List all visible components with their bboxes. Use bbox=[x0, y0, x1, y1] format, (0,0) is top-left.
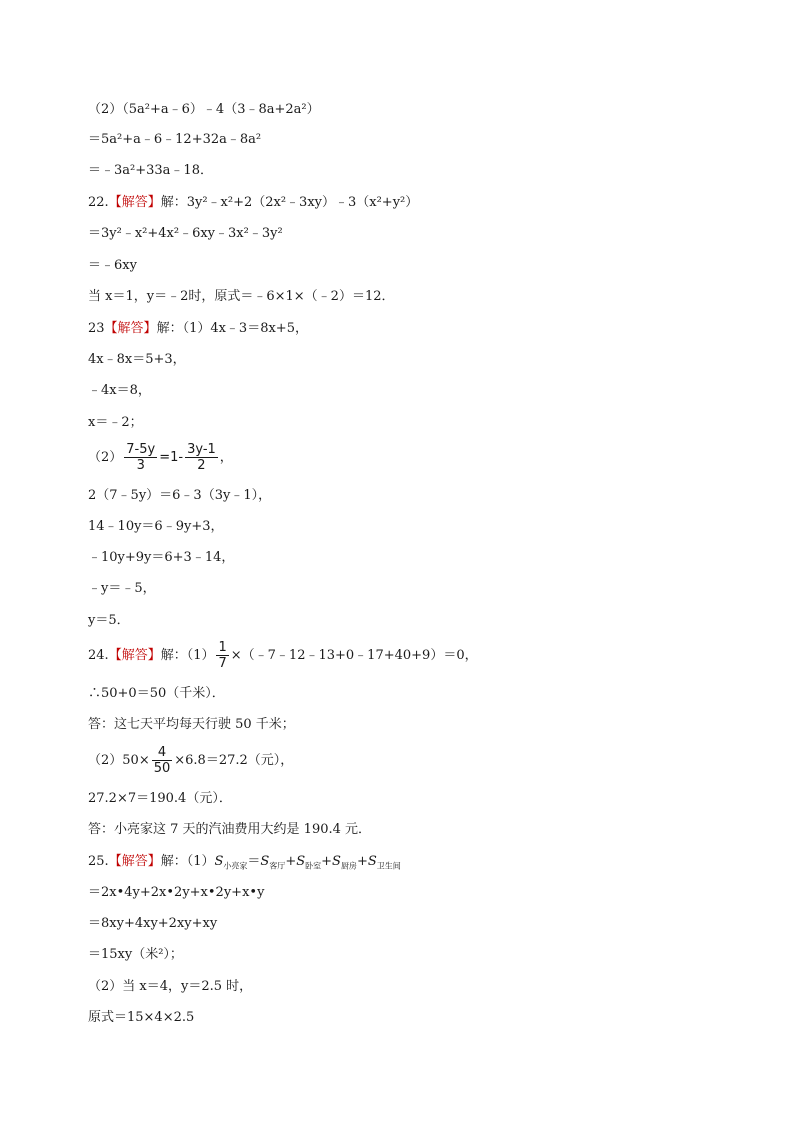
area-subscript: 小亮家 bbox=[223, 861, 248, 871]
answer-line: y＝5． bbox=[88, 613, 130, 628]
answer-line: 2（7﹣5y）＝6﹣3（3y﹣1）， bbox=[88, 488, 272, 503]
area-subscript: 卧室 bbox=[305, 861, 322, 871]
fraction bbox=[152, 745, 173, 776]
fraction-denominator: 50 bbox=[153, 761, 171, 776]
answer-text: 解：（1） bbox=[160, 648, 215, 663]
fraction-numerator: 3y-1 bbox=[187, 442, 216, 457]
fraction bbox=[124, 442, 157, 473]
area-subscript: 卫生间 bbox=[376, 861, 401, 871]
answer-line-21-2: （2）（5a²+a﹣6）﹣4（3﹣8a+2a²） bbox=[88, 102, 320, 117]
answer-line: ＝5a²+a﹣6﹣12+32a﹣8a² bbox=[88, 132, 262, 147]
answer-tag: 【解答】 bbox=[108, 854, 161, 869]
plus-sign: + bbox=[285, 854, 297, 869]
answer-line: 14﹣10y＝6﹣9y+3， bbox=[88, 519, 224, 534]
area-symbol: S bbox=[260, 854, 270, 869]
answer-line: ＝﹣3a²+33a﹣18． bbox=[88, 163, 213, 178]
equation-suffix: ， bbox=[219, 450, 233, 465]
answer-line: x＝﹣2； bbox=[88, 415, 143, 430]
answer-line: ∴50+0＝50（千米）． bbox=[88, 686, 225, 701]
question-24-header bbox=[88, 640, 478, 671]
question-number: 22. bbox=[88, 195, 109, 210]
area-subscript: 厨房 bbox=[340, 861, 357, 871]
fraction bbox=[185, 442, 218, 473]
answer-text: ×（﹣7﹣12﹣13+0﹣17+40+9）＝0， bbox=[230, 648, 478, 663]
equation-prefix: （2）50× bbox=[88, 753, 150, 768]
fraction-numerator: 7-5y bbox=[126, 442, 156, 457]
equation-middle: =1- bbox=[159, 450, 184, 465]
fraction-denominator: 3 bbox=[136, 458, 145, 473]
question-23-header bbox=[88, 320, 308, 338]
answer-line: 4x﹣8x＝5+3， bbox=[88, 352, 186, 367]
answer-text: 解：（1） bbox=[160, 854, 215, 869]
area-subscript: 客厅 bbox=[269, 861, 286, 871]
answer-line: ＝2x•4y+2x•2y+x•2y+x•y bbox=[88, 885, 265, 900]
fraction bbox=[216, 640, 228, 671]
fraction-numerator: 1 bbox=[218, 640, 227, 655]
answer-line: ＝15xy（米²）； bbox=[88, 947, 183, 962]
equation-suffix: ×6.8＝27.2（元）， bbox=[174, 753, 294, 768]
question-number: 25. bbox=[88, 854, 109, 869]
fraction-denominator: 7 bbox=[218, 656, 227, 671]
answer-line: ﹣10y+9y＝6+3﹣14， bbox=[88, 550, 235, 565]
answer-line: 答：小亮家这 7 天的汽油费用大约是 190.4 元． bbox=[88, 822, 372, 837]
answer-line: ＝﹣6xy bbox=[88, 258, 137, 273]
answer-tag: 【解答】 bbox=[108, 648, 161, 663]
fraction-equation-line bbox=[88, 745, 293, 776]
area-symbol: S bbox=[367, 854, 377, 869]
answer-line: ＝8xy+4xy+2xy+xy bbox=[88, 916, 218, 931]
fraction-denominator: 2 bbox=[197, 458, 206, 473]
answer-text: 解：（1）4x﹣3＝8x+5， bbox=[156, 321, 308, 336]
equation-prefix: （2） bbox=[88, 450, 123, 465]
area-symbol: S bbox=[214, 854, 224, 869]
fraction-numerator: 4 bbox=[152, 745, 173, 761]
area-symbol: S bbox=[332, 854, 341, 869]
answer-line: ﹣y＝﹣5， bbox=[88, 581, 156, 596]
answer-line: ＝3y²﹣x²+4x²﹣6xy﹣3x²﹣3y² bbox=[88, 226, 283, 241]
area-symbol: S bbox=[296, 854, 306, 869]
question-number: 23 bbox=[88, 321, 105, 336]
question-25-header bbox=[88, 853, 401, 876]
answer-text: 解：3y²﹣x²+2（2x²﹣3xy）﹣3（x²+y²） bbox=[160, 195, 419, 210]
question-22-header bbox=[88, 194, 418, 212]
plus-sign: + bbox=[321, 854, 333, 869]
question-number: 24. bbox=[88, 648, 109, 663]
answer-line: ﹣4x＝8， bbox=[88, 383, 151, 398]
answer-tag: 【解答】 bbox=[104, 321, 157, 336]
answer-line: 答：这七天平均每天行驶 50 千米； bbox=[88, 717, 295, 732]
answer-line: 当 x＝1，y＝﹣2时，原式＝﹣6×1×（﹣2）＝12． bbox=[88, 289, 395, 304]
equals-sign: ＝ bbox=[247, 854, 261, 869]
answer-line: （2）当 x＝4，y＝2.5 时， bbox=[88, 979, 253, 994]
plus-sign: + bbox=[356, 854, 368, 869]
answer-tag: 【解答】 bbox=[108, 195, 161, 210]
answer-line: 原式＝15×4×2.5 bbox=[88, 1010, 195, 1025]
answer-line: 27.2×7＝190.4（元）． bbox=[88, 791, 232, 806]
fraction-equation-line bbox=[88, 442, 233, 473]
